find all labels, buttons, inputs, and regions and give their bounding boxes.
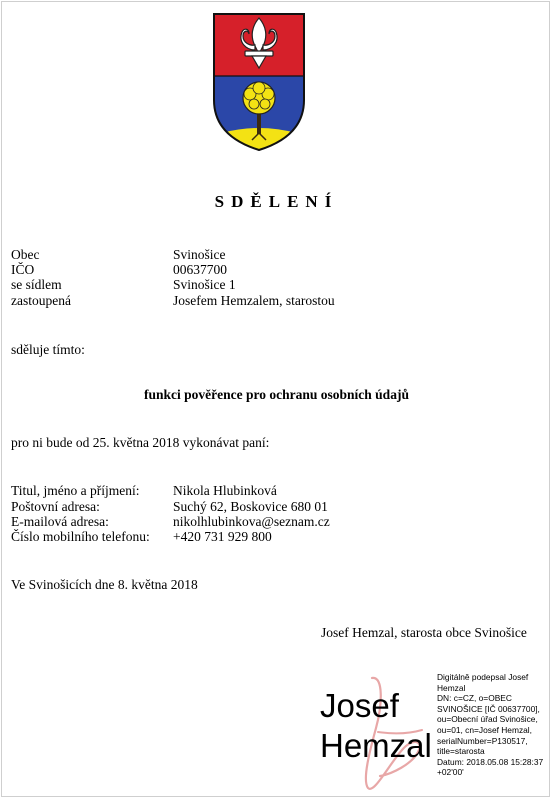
signature-detail-line: Datum: 2018.05.08 15:28:37: [437, 756, 544, 767]
officer-label-name: Titul, jméno a příjmení:: [11, 483, 140, 498]
signature-last-name: Hemzal: [320, 727, 432, 764]
signature-detail-line: SVINOŠICE [IČ 00637700],: [437, 703, 540, 714]
issuer-value-obec: Svinošice: [173, 247, 226, 262]
statement-text: pro ni bude od 25. května 2018 vykonávat paní:: [11, 435, 270, 450]
signature-detail-line: Digitálně podepsal Josef: [437, 672, 529, 682]
signature-detail-line: +02'00': [437, 767, 464, 778]
issuer-value-sidlo: Svinošice 1: [173, 277, 236, 292]
issuer-label-obec: Obec: [11, 247, 40, 262]
issuer-label-zastoupena: zastoupená: [11, 293, 71, 308]
intro-text: sděluje tímto:: [11, 342, 85, 357]
officer-label-address: Poštovní adresa:: [11, 499, 100, 514]
officer-label-phone: Číslo mobilního telefonu:: [11, 529, 150, 544]
signature-detail-line: Hemzal: [437, 682, 466, 693]
subject-text: funkci pověřence pro ochranu osobních údajů: [144, 387, 409, 402]
officer-value-phone: +420 731 929 800: [173, 529, 272, 544]
signature-first-name: Josef: [320, 687, 399, 724]
place-date: Ve Svinošicích dne 8. května 2018: [11, 577, 198, 592]
issuer-label-ico: IČO: [11, 262, 35, 277]
signature-detail-line: title=starosta: [437, 746, 485, 757]
coat-of-arms-icon: [212, 12, 306, 152]
officer-value-name: Nikola Hlubinková: [173, 483, 277, 498]
officer-value-email: nikolhlubinkova@seznam.cz: [173, 514, 330, 529]
signatory-line: Josef Hemzal, starosta obce Svinošice: [321, 625, 527, 640]
signature-detail-line: ou=Obecní úřad Svinošice,: [437, 714, 538, 725]
signature-detail-line: serialNumber=P130517,: [437, 735, 528, 746]
officer-label-email: E-mailová adresa:: [11, 514, 109, 529]
officer-value-address: Suchý 62, Boskovice 680 01: [173, 499, 328, 514]
signature-detail-line: ou=01, cn=Josef Hemzal,: [437, 724, 532, 735]
issuer-value-ico: 00637700: [173, 262, 227, 277]
signature-details: [437, 672, 549, 778]
document-title: SDĚLENÍ: [214, 192, 339, 211]
issuer-label-sidlo: se sídlem: [11, 277, 62, 292]
signature-detail-line: DN: c=CZ, o=OBEC: [437, 693, 512, 704]
issuer-value-zastoupena: Josefem Hemzalem, starostou: [173, 293, 335, 308]
